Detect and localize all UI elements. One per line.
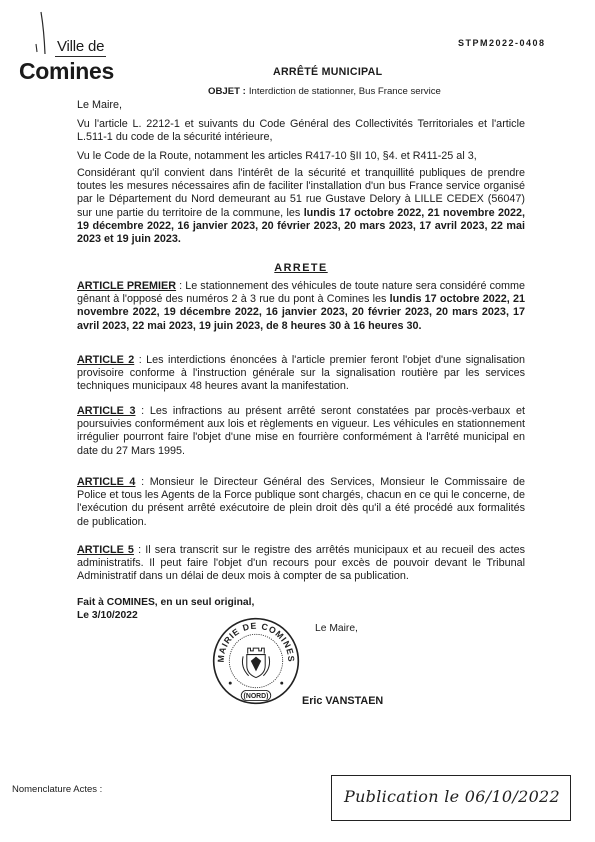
article-premier-text: : Le stationnement des véhicules de toute nature sera considéré comme gênant à l'opposé des numéros 2 à 3 rue du pont à Comines les [77, 280, 525, 306]
publication-note: Publication le 06/10/2022 [344, 787, 561, 806]
article-4-text: : Monsieur le Directeur Général des Services, Monsieur le Commissaire de Police et tous les Agents de la Force publique sont chargés, chacun en ce qui le concerne, de l'exécution du présent arrêté exécutoire de plein droit dès qu'il a été procédé aux formalités de publication. [77, 476, 525, 528]
coat-of-arms-crown [248, 648, 265, 654]
logo-ville-de: Ville de [57, 38, 105, 55]
coat-of-arms-branch-left [242, 656, 248, 675]
document-subject [208, 86, 441, 98]
subject-text: Interdiction de stationner, Bus France service [248, 86, 441, 97]
article-5 [77, 544, 525, 584]
vu-code-collectivites [77, 118, 525, 144]
considerant-dates: lundis 17 octobre 2022, 21 novembre 2022, 19 décembre 2022, 16 janvier 2023, 20 février 2023, 20 mars 2023, 17 avril 2023, 22 mai 2023 et 19 juin 2023. [77, 206, 526, 246]
logo-comines: Comines [19, 58, 115, 84]
subject-label: OBJET : [208, 86, 246, 97]
town-hall-seal [210, 615, 302, 707]
signatory-title: Le Maire, [315, 623, 358, 634]
article-premier-label: ARTICLE PREMIER [77, 280, 177, 292]
publication-note-box [331, 775, 571, 821]
article-premier [77, 280, 525, 333]
decision-heading-text: ARRETE [274, 262, 328, 274]
document-title: ARRÊTÉ MUNICIPAL [273, 66, 383, 78]
article-5-label: ARTICLE 5 [77, 544, 134, 556]
article-2 [77, 354, 525, 394]
article-premier-dates: lundis 17 octobre 2022, 21 novembre 2022, 19 décembre 2022, 16 janvier 2023, 20 février 2023, 20 mars 2023, 17 avril 2023, 22 mai 2023, 19 juin 2023, de 8 heures 30 à 16 heures 30. [77, 293, 526, 332]
preamble-opening: Le Maire, [77, 99, 123, 111]
nomenclature-label: Nomenclature Actes : [12, 784, 103, 795]
logo-mark-icon [30, 8, 50, 58]
seal-ring-text-path: MAIRIE DE COMINES [215, 620, 297, 663]
article-4-label: ARTICLE 4 [77, 476, 136, 488]
vu-code-route [77, 150, 525, 163]
considerant-text: Considérant qu'il convient dans l'intérêt de la sécurité et tranquillité publiques de prendre toutes les mesures nécessaires afin de faciliter l'installation d'un bus France service organisé par le Département du Nord demeurant au 51 rue Gustave Delory à LILLE CEDEX (56047) sur une partie du territoire de la commune, les [77, 167, 525, 219]
logo-mark-stroke [41, 12, 45, 54]
logo-mark-tick [36, 44, 37, 52]
signatory-name: Eric VANSTAEN [302, 695, 384, 707]
document-reference: STPM2022-0408 [458, 38, 546, 48]
vu-code-collectivites-text: Vu l'article L. 2212-1 et suivants du Code Général des Collectivités Territoriales et l'article L.511-1 du code de la sécurité intérieure, [77, 118, 525, 144]
article-4 [77, 476, 525, 529]
seal-department-label: (NORD) [243, 693, 269, 701]
coat-of-arms-icon [242, 648, 269, 677]
article-2-label: ARTICLE 2 [77, 354, 135, 366]
article-5-text: : Il sera transcrit sur le registre des arrêtés municipaux et au recueil des actes administratifs. Il peut faire l'objet d'un recours pour excès de pouvoir devant le Tribunal Administratif dans un délai de deux mois à compter de sa publication. [77, 544, 525, 583]
article-3-label: ARTICLE 3 [77, 405, 136, 417]
article-3 [77, 405, 525, 458]
closing-place: Fait à COMINES, en un seul original, [77, 597, 255, 608]
article-3-text: : Les infractions au présent arrêté seront constatées par procès-verbaux et poursuivies conformément aux lois et règlements en vigueur. Les véhicules en stationnement irrégulier pourront faire l'objet d'une mise en fourrière conformément à l'arrêté municipal en date du 27 Mars 1995. [77, 405, 526, 457]
seal-star-left-icon [229, 682, 232, 685]
closing-date: Le 3/10/2022 [77, 610, 138, 621]
vu-code-route-text: Vu le Code de la Route, notamment les articles R417-10 §II 10, §4. et R411-25 al 3, [77, 150, 477, 162]
seal-star-right-icon [280, 682, 283, 685]
coat-of-arms-branch-right [263, 656, 269, 675]
coat-of-arms-emblem [251, 657, 260, 670]
article-2-text: : Les interdictions énoncées à l'article premier feront l'objet d'une signalisation provisoire conforme à l'instruction générale sur la signalisation routière par les services techniques municipaux 48 heures avant la manifestation. [77, 354, 526, 393]
decision-heading [77, 262, 525, 275]
considerant-paragraph [77, 167, 525, 246]
seal-ring-text [216, 621, 297, 663]
